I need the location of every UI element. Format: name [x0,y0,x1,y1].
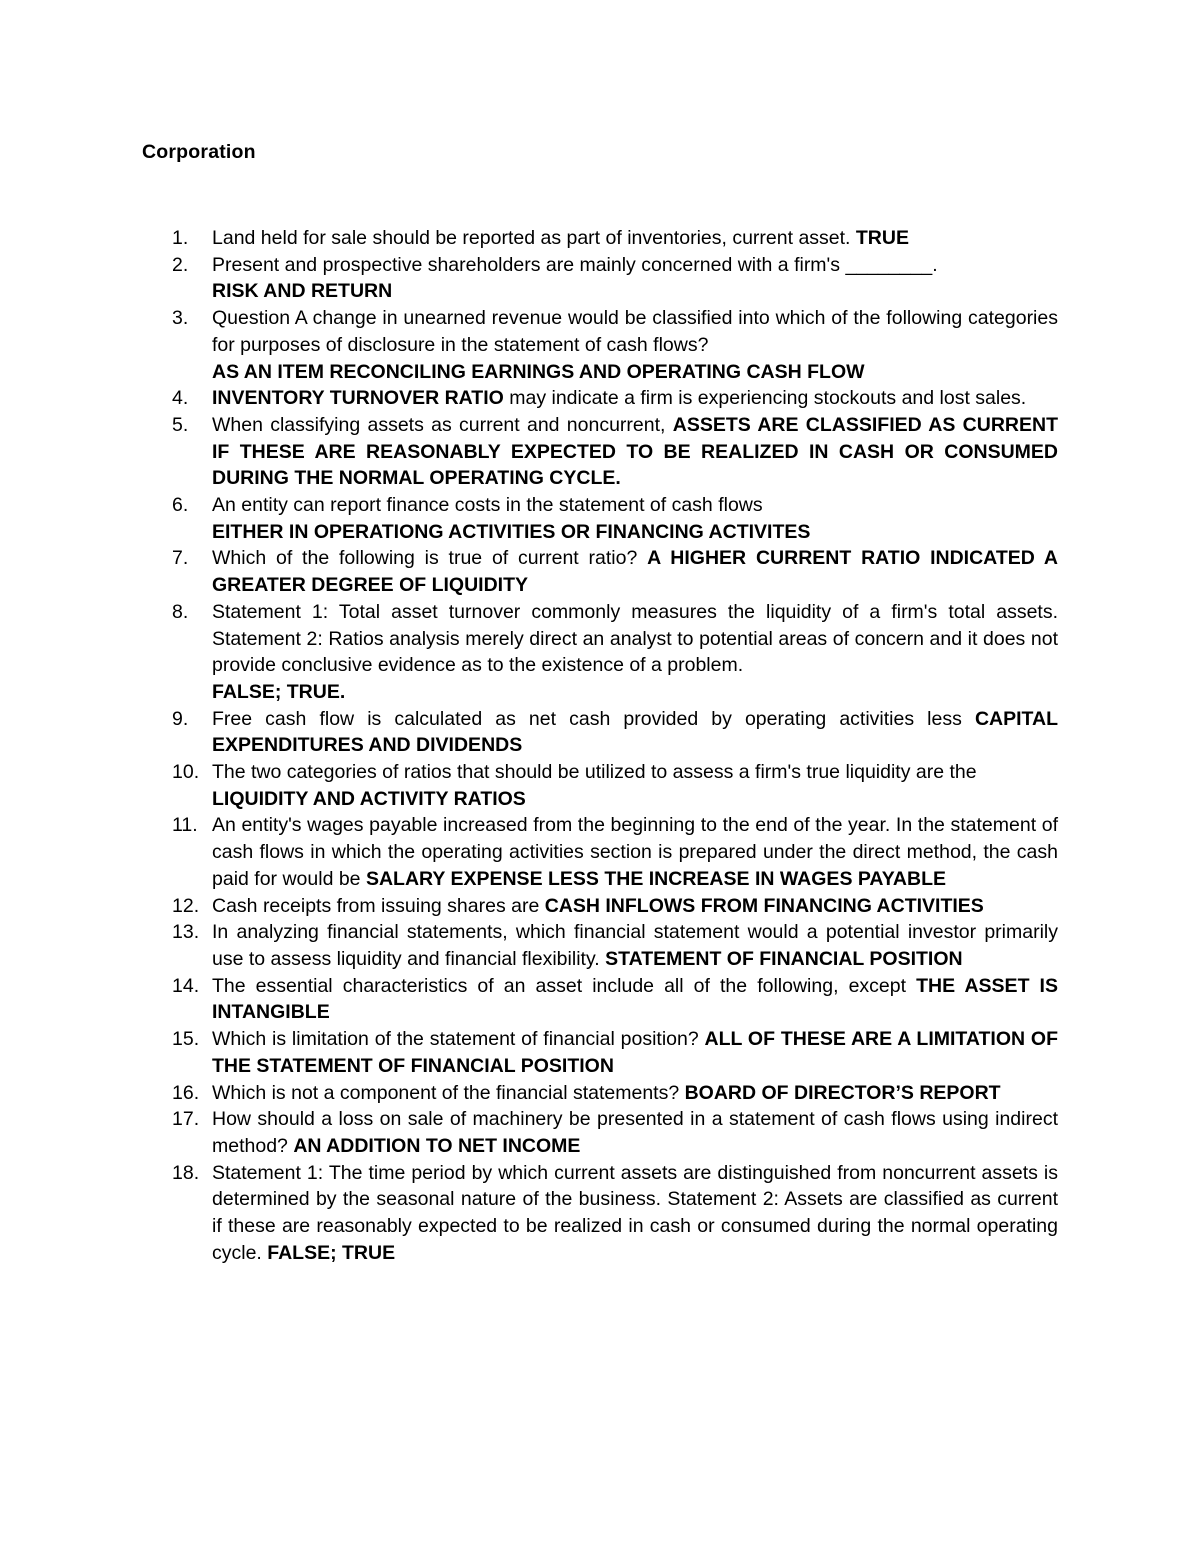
question-text: An entity's wages payable increased from the beginning to the end of the year. In the statement of cash flows in which the operating activities section is prepared under the direct method, the cash paid for would be [212,814,1058,890]
question-text: The essential characteristics of an asset include all of the following, except [212,974,917,997]
answer-text: AS AN ITEM RECONCILING EARNINGS AND OPERATING CASH FLOW [212,360,865,383]
item-number: 1. [172,227,189,249]
item-number: 10. [172,761,200,784]
answer-text: ASSETS ARE CLASSIFIED AS CURRENT IF THESE ARE REASONABLY EXPECTED TO BE REALIZED IN CASH OR CONSUMED DURING THE NORMAL OPERATING CYCLE. [212,413,1058,490]
list-item [172,412,1058,492]
list-item [172,305,1058,385]
list-item [172,385,1058,412]
answer-text: AN ADDITION TO NET INCOME [293,1134,581,1157]
item-number: 13. [172,921,200,944]
question-text: How should a loss on sale of machinery be presented in a statement of cash flows using indirect method? [212,1108,1058,1157]
item-number: 8. [172,600,189,623]
question-text: The two categories of ratios that should be utilized to assess a firm's true liquidity are the [212,761,977,784]
question-text: In analyzing financial statements, which financial statement would a potential investor primarily use to assess liquidity and financial flexibility. [212,921,1058,970]
item-number: 6. [172,494,189,517]
list-item [172,252,1058,305]
answer-text: BOARD OF DIRECTOR’S REPORT [684,1081,1001,1104]
item-number: 2. [172,253,189,276]
item-number: 3. [172,307,189,330]
list-item [172,545,1058,598]
list-item [172,1106,1058,1159]
question-text: Land held for sale should be reported as part of inventories, current asset. [212,227,856,249]
answer-text: ALL OF THESE ARE A LIMITATION OF THE STATEMENT OF FINANCIAL POSITION [212,1028,1059,1077]
item-number: 17. [172,1108,200,1131]
item-number: 5. [172,413,189,436]
answer-text: INVENTORY TURNOVER RATIO [212,387,504,410]
list-item [172,706,1058,759]
question-text: Question A change in unearned revenue would be classified into which of the following categories for purposes of disclosure in the statement of cash flows? [212,307,1058,356]
list-item [172,919,1058,972]
list-item [172,893,1058,920]
answer-text: RISK AND RETURN [212,280,393,303]
item-number: 14. [172,974,200,997]
item-number: 15. [172,1028,200,1051]
answer-text: CAPITAL EXPENDITURES AND DIVIDENDS [212,707,1058,757]
item-number: 18. [172,1161,200,1184]
list-item [172,1160,1058,1267]
list-item [172,812,1058,892]
list-item [172,759,1058,812]
question-list [172,225,1059,1266]
item-number: 16. [172,1081,200,1104]
question-text: Free cash flow is calculated as net cash provided by operating activities less [212,707,975,730]
answer-text: STATEMENT OF FINANCIAL POSITION [605,947,963,970]
answer-text: LIQUIDITY AND ACTIVITY RATIOS [212,787,526,810]
question-text: Statement 1: The time period by which current assets are distinguished from noncurrent assets is determined by the seasonal nature of the business. Statement 2: Assets are classified as current if these are reasonably expected to be realized in cash or consumed during the normal operating cycle. [212,1161,1058,1264]
answer-text: THE ASSET IS INTANGIBLE [212,974,1058,1024]
list-item [172,225,1058,252]
answer-text: TRUE [855,227,909,249]
question-text: Cash receipts from issuing shares are [212,894,545,917]
question-text: Present and prospective shareholders are mainly concerned with a firm's ________. [212,253,938,276]
question-text: Which is not a component of the financial statements? [212,1081,685,1104]
list-item [172,973,1058,1026]
item-number: 11. [172,814,198,837]
item-number: 4. [172,387,189,410]
question-text: may indicate a firm is experiencing stockouts and lost sales. [503,387,1027,410]
list-item [172,1080,1058,1107]
answer-text: CASH INFLOWS FROM FINANCING ACTIVITIES [544,894,984,917]
answer-text: FALSE; TRUE. [212,680,346,703]
item-number: 12. [172,894,200,917]
question-text: Which of the following is true of current ratio? [212,547,648,570]
item-number: 9. [172,707,189,730]
document-title: Corporation [142,141,256,163]
answer-text: SALARY EXPENSE LESS THE INCREASE IN WAGES PAYABLE [365,867,947,890]
question-text: Statement 1: Total asset turnover commonly measures the liquidity of a firm's total assets. Statement 2: Ratios analysis merely direct an analyst to potential areas of concern and it does not provide conclusive evidence as to the existence of a problem. [212,600,1058,677]
answer-text: FALSE; TRUE [267,1241,396,1264]
list-item [172,492,1058,545]
question-text: Which is limitation of the statement of financial position? [212,1028,705,1051]
question-text: An entity can report finance costs in the statement of cash flows [212,494,763,517]
list-item [172,1026,1059,1079]
question-text: When classifying assets as current and noncurrent, [212,413,673,436]
answer-text: A HIGHER CURRENT RATIO INDICATED A GREATER DEGREE OF LIQUIDITY [212,547,1058,597]
list-item [172,599,1058,706]
item-number: 7. [172,547,189,570]
answer-text: EITHER IN OPERATIONG ACTIVITIES OR FINANCING ACTIVITES [212,520,811,543]
